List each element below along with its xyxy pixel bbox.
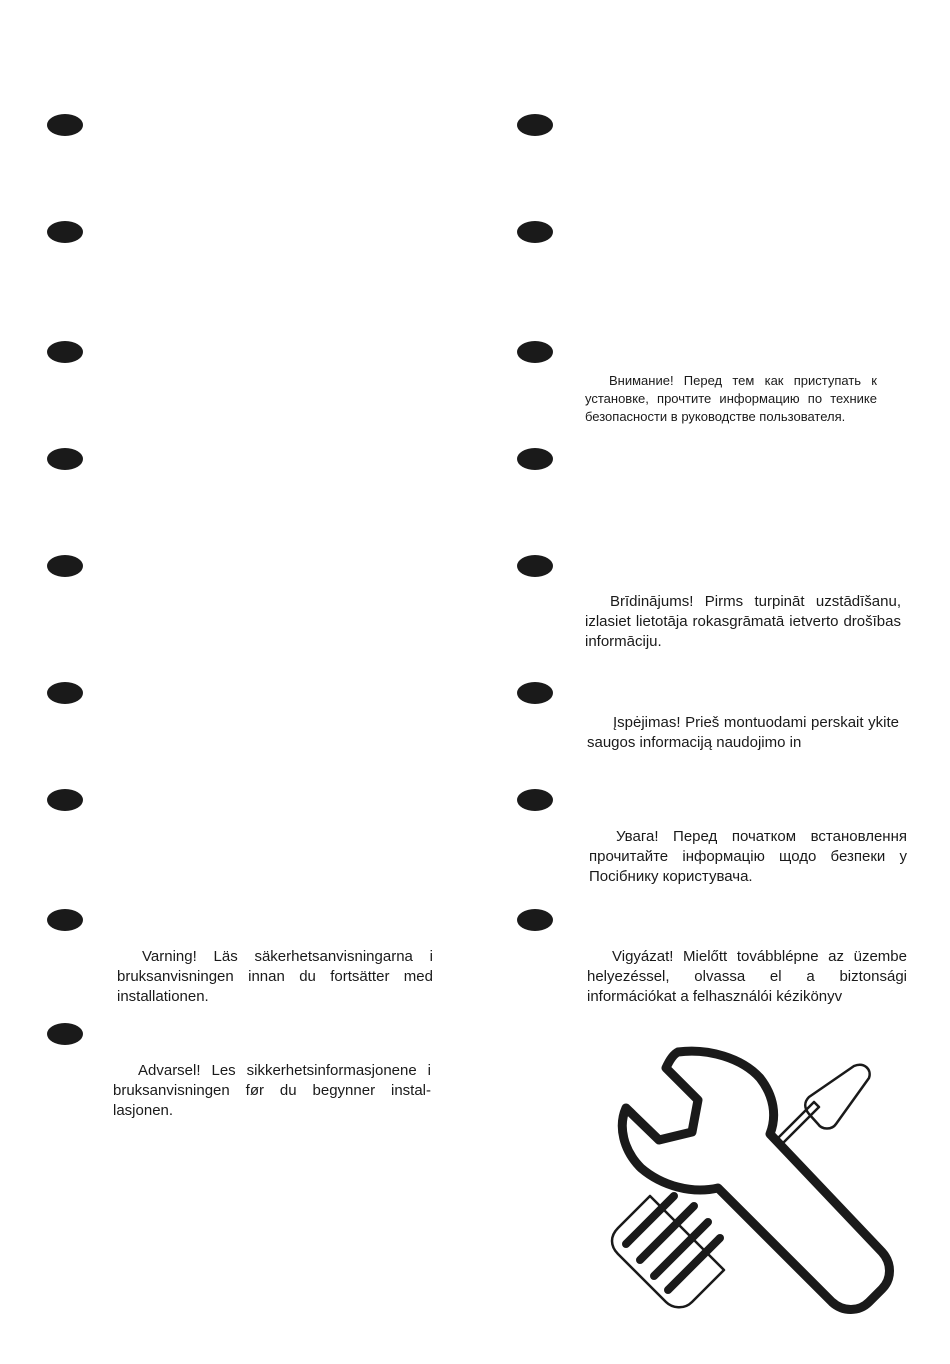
language-badge-left-5 xyxy=(47,555,83,577)
language-badge-right-8 xyxy=(517,909,553,931)
language-badge-left-8 xyxy=(47,909,83,931)
warning-text-swedish: Varning! Läs säkerhetsanvisningarna i bruksanvisningen innan du fortsätter med installationen. xyxy=(117,948,433,1005)
language-badge-right-4 xyxy=(517,448,553,470)
wrench-screwdriver-icon xyxy=(596,1044,896,1334)
warning-text-russian: Внимание! Перед тем как приступать к установке, прочтите информацию по технике безопасности в руководстве пользователя. xyxy=(585,373,877,424)
warning-text-latvian: Brīdinājums! Pirms turpināt uzstādīšanu, izlasiet lietotāja rokasgrāmatā ietverto drošības informāciju. xyxy=(585,593,901,650)
warning-text-hungarian: Vigyázat! Mielőtt továbblépne az üzembe helyezéssel, olvassa el a biztonsági információkat a felhasználói kézikönyv xyxy=(587,948,907,1005)
warning-text-ukrainian: Увага! Перед початком встановлення прочитайте інформацію щодо безпеки у Посібнику користувача. xyxy=(589,828,907,885)
warning-text-lithuanian: Įspėjimas! Prieš montuodami perskait ykite saugos informaciją naudojimo in xyxy=(587,714,899,751)
language-badge-right-7 xyxy=(517,789,553,811)
language-badge-right-1 xyxy=(517,114,553,136)
language-badge-left-7 xyxy=(47,789,83,811)
language-badge-left-4 xyxy=(47,448,83,470)
language-badge-right-2 xyxy=(517,221,553,243)
warning-text-norwegian: Advarsel! Les sikkerhetsinformasjonene i bruksanvisningen før du begynner instal-lasjonen. xyxy=(113,1062,431,1119)
language-badge-left-6 xyxy=(47,682,83,704)
language-badge-right-5 xyxy=(517,555,553,577)
language-badge-right-6 xyxy=(517,682,553,704)
language-badge-left-2 xyxy=(47,221,83,243)
language-badge-right-3 xyxy=(517,341,553,363)
language-badge-left-9 xyxy=(47,1023,83,1045)
language-badge-left-1 xyxy=(47,114,83,136)
language-badge-left-3 xyxy=(47,341,83,363)
